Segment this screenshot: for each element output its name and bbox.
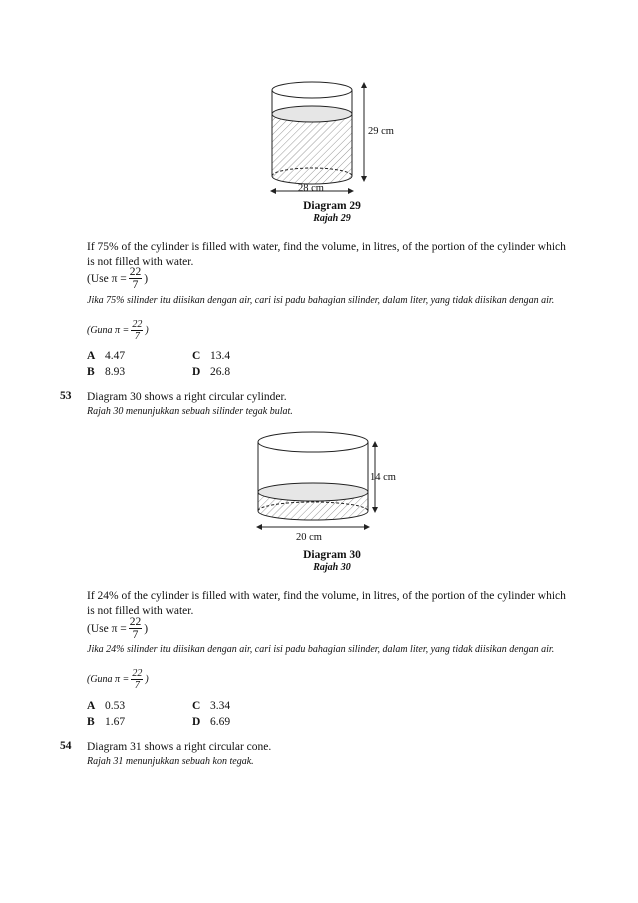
option-value: 4.47 [105,350,126,362]
q52-use-suffix: ) [144,272,149,285]
diagram-29-width-label: 28 cm [298,183,324,194]
option-letter: D [192,366,201,378]
option-letter: B [87,366,95,378]
q54-intro-malay: Rajah 31 menunjukkan sebuah kon tegak. [87,756,254,767]
option-letter: C [192,700,201,712]
diagram-29-caption: Diagram 29 [303,200,361,212]
pi-numerator: 22 [129,266,142,278]
pi-numerator: 22 [132,668,143,679]
q52-question-english: If 75% of the cylinder is filled with water, find the volume, in litres, of the portion of the cylinder which is not filled with water. [87,241,566,268]
diagram-30-caption-malay: Rajah 30 [313,562,351,573]
diagram-29-caption-malay: Rajah 29 [313,213,351,224]
q52-question-malay: Jika 75% silinder itu diisikan dengan air, cari isi padu bahagian silinder, dalam liter, yang tidak diisikan dengan air. [87,295,555,306]
option-letter: A [87,700,96,712]
pi-denominator: 7 [132,629,139,641]
option-letter: A [87,350,96,362]
q53-use-prefix: (Use π = [87,622,127,635]
q53-use-pi [87,616,148,641]
q53-guna-pi [87,668,149,691]
q54-number: 54 [60,740,72,752]
diagram-29-height-label: 29 cm [368,126,394,137]
pi-fraction [129,266,143,291]
q53-guna-suffix: ) [145,674,149,685]
q53-option-d[interactable] [192,712,230,730]
option-value: 3.34 [210,700,231,712]
option-value: 13.4 [210,350,231,362]
option-letter: B [87,716,95,728]
diagram-30-height-label: 14 cm [370,472,396,483]
option-letter: C [192,350,201,362]
option-value: 8.93 [105,366,126,378]
diagram-30-width-label: 20 cm [296,532,322,543]
pi-numerator: 22 [129,616,142,628]
option-value: 1.67 [105,716,126,728]
q53-option-b[interactable] [87,712,125,730]
q53-number: 53 [60,390,72,402]
pi-fraction [131,319,143,342]
pi-denominator: 7 [134,680,140,691]
pi-fraction [131,668,143,691]
pi-fraction [129,616,143,641]
pi-numerator: 22 [132,319,143,330]
q53-guna-prefix: (Guna π = [87,674,130,685]
q54-intro-english: Diagram 31 shows a right circular cone. [87,741,272,753]
q52-option-b[interactable] [87,362,125,380]
q53-question-malay: Jika 24% silinder itu diisikan dengan air, cari isi padu bahagian silinder, dalam liter, yang tidak diisikan dengan air. [87,644,555,655]
option-letter: D [192,716,201,728]
q53-use-suffix: ) [144,622,149,635]
q52-use-pi [87,266,148,291]
q53-intro-malay: Rajah 30 menunjukkan sebuah silinder tegak bulat. [87,406,293,417]
option-value: 0.53 [105,700,126,712]
pi-denominator: 7 [132,279,139,291]
q52-guna-suffix: ) [145,325,149,336]
q52-use-prefix: (Use π = [87,272,127,285]
q52-option-d[interactable] [192,362,230,380]
q52-guna-prefix: (Guna π = [87,325,130,336]
option-value: 26.8 [210,366,231,378]
diagram-30-caption: Diagram 30 [303,549,361,561]
q53-intro-english: Diagram 30 shows a right circular cylinder. [87,391,287,403]
q53-question-english: If 24% of the cylinder is filled with water, find the volume, in litres, of the portion of the cylinder which is not filled with water. [87,590,566,617]
option-value: 6.69 [210,716,231,728]
q52-guna-pi [87,319,149,342]
pi-denominator: 7 [134,331,140,342]
